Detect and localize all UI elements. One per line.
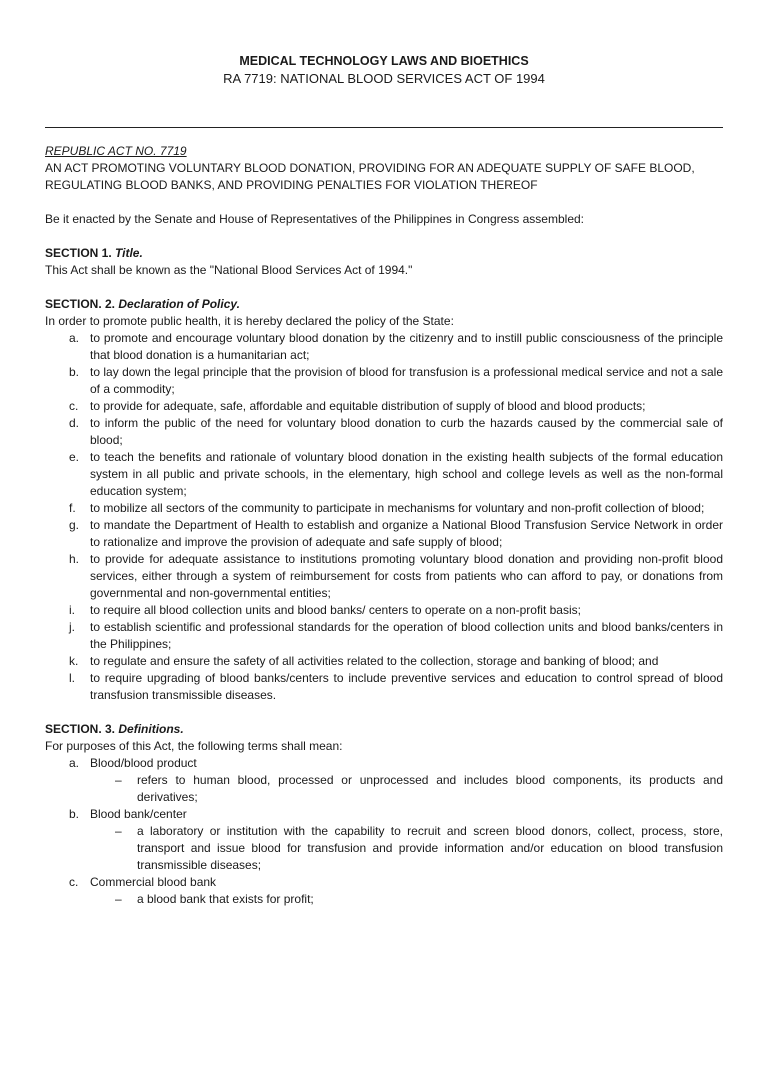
list-marker: d.	[69, 416, 80, 430]
section-2-heading	[45, 296, 723, 313]
list-marker: h.	[69, 552, 80, 566]
section-2-label: SECTION. 2.	[45, 297, 116, 311]
dash-marker: –	[115, 824, 122, 838]
list-marker: b.	[69, 807, 80, 821]
list-item	[45, 398, 723, 415]
list-item	[45, 330, 723, 364]
definition-text: a blood bank that exists for profit;	[137, 892, 314, 906]
term-text: Blood bank/center	[90, 807, 187, 821]
list-marker: c.	[69, 399, 79, 413]
list-item	[45, 500, 723, 517]
policy-list	[45, 330, 723, 704]
list-item-text: to teach the benefits and rationale of voluntary blood donation in the existing health subjects of the formal education system in all public and private schools, in the elementary, high school and college levels as well as the non-formal education system;	[90, 450, 723, 498]
list-item	[45, 653, 723, 670]
list-item	[45, 602, 723, 619]
definitions-list-b	[45, 806, 723, 823]
enacting-clause: Be it enacted by the Senate and House of Representatives of the Philippines in Congress assembled:	[45, 212, 584, 226]
list-item-text: to regulate and ensure the safety of all activities related to the collection, storage and banking of blood; and	[90, 654, 659, 668]
list-marker: l.	[69, 671, 75, 685]
section-2-title: Declaration of Policy.	[118, 297, 240, 311]
list-marker: e.	[69, 450, 80, 464]
list-item	[45, 415, 723, 449]
list-marker: k.	[69, 654, 79, 668]
list-marker: a.	[69, 756, 80, 770]
section-1-title: Title.	[115, 246, 143, 260]
definition-term	[45, 755, 723, 772]
definitions-list-c	[45, 874, 723, 891]
section-1-text: This Act shall be known as the "National Blood Services Act of 1994."	[45, 263, 413, 277]
definition-term	[45, 874, 723, 891]
list-item-text: to mobilize all sectors of the community to participate in mechanisms for voluntary and non-profit collection of blood;	[90, 501, 705, 515]
document-header	[45, 52, 723, 88]
list-item-text: to establish scientific and professional standards for the operation of blood collection units and blood banks/centers in the Philippines;	[90, 620, 723, 651]
definition-body	[45, 772, 723, 806]
list-item-text: to provide for adequate assistance to institutions promoting voluntary blood donation and providing non-profit blood services, either through a system of reimbursement for costs from patients who can afford to pay, or donations from governmental and non-governmental entities;	[90, 552, 723, 600]
list-marker: i.	[69, 603, 75, 617]
definition-term	[45, 806, 723, 823]
document-title: MEDICAL TECHNOLOGY LAWS AND BIOETHICS	[239, 54, 529, 68]
document-page	[0, 52, 768, 1076]
act-number: REPUBLIC ACT NO. 7719	[45, 144, 187, 158]
document-subtitle: RA 7719: NATIONAL BLOOD SERVICES ACT OF 1994	[223, 71, 545, 86]
definition-body	[45, 891, 723, 908]
list-item-text: to require all blood collection units and blood banks/ centers to operate on a non-profit basis;	[90, 603, 581, 617]
list-item-text: to mandate the Department of Health to establish and organize a National Blood Transfusion Service Network in order to rationalize and improve the provision of adequate and safe supply of blood;	[90, 518, 723, 549]
definition-text: a laboratory or institution with the capability to recruit and screen blood donors, collect, process, store, transport and issue blood for transfusion and provide information and/or education on blood transfusion transmissible diseases;	[137, 824, 723, 872]
dash-marker: –	[115, 892, 122, 906]
list-item-text: to provide for adequate, safe, affordable and equitable distribution of supply of blood and blood products;	[90, 399, 646, 413]
header-divider	[45, 127, 723, 128]
list-marker: g.	[69, 518, 80, 532]
list-item-text: to lay down the legal principle that the provision of blood for transfusion is a professional medical service and not a sale of a commodity;	[90, 365, 723, 396]
list-marker: a.	[69, 331, 80, 345]
list-item	[45, 364, 723, 398]
list-item	[45, 670, 723, 704]
list-marker: j.	[69, 620, 75, 634]
term-text: Blood/blood product	[90, 756, 197, 770]
section-1-label: SECTION 1.	[45, 246, 112, 260]
term-text: Commercial blood bank	[90, 875, 217, 889]
definitions-list	[45, 755, 723, 772]
list-item	[45, 517, 723, 551]
list-item	[45, 449, 723, 500]
section-3-label: SECTION. 3.	[45, 722, 116, 736]
list-item-text: to promote and encourage voluntary blood donation by the citizenry and to instill public consciousness of the principle that blood donation is a humanitarian act;	[90, 331, 723, 362]
section-2-intro: In order to promote public health, it is hereby declared the policy of the State:	[45, 314, 454, 328]
act-title: AN ACT PROMOTING VOLUNTARY BLOOD DONATION, PROVIDING FOR AN ADEQUATE SUPPLY OF SAFE BLOOD, REGULATING BLOOD BANKS, AND PROVIDING PENALTIES FOR VIOLATION THEREOF	[45, 161, 695, 192]
list-item-text: to require upgrading of blood banks/centers to include preventive services and education to control spread of blood transfusion transmissible diseases.	[90, 671, 723, 702]
list-marker: f.	[69, 501, 76, 515]
list-marker: b.	[69, 365, 80, 379]
list-item	[45, 551, 723, 602]
list-item	[45, 619, 723, 653]
dash-marker: –	[115, 773, 122, 787]
list-item-text: to inform the public of the need for voluntary blood donation to curb the hazards caused by the commercial sale of blood;	[90, 416, 723, 447]
section-3-heading	[45, 721, 723, 738]
definition-body	[45, 823, 723, 874]
section-3-title: Definitions.	[118, 722, 184, 736]
section-3-intro: For purposes of this Act, the following terms shall mean:	[45, 739, 343, 753]
list-marker: c.	[69, 875, 79, 889]
definition-text: refers to human blood, processed or unprocessed and includes blood components, its products and derivatives;	[137, 773, 723, 804]
section-1-heading	[45, 245, 723, 262]
